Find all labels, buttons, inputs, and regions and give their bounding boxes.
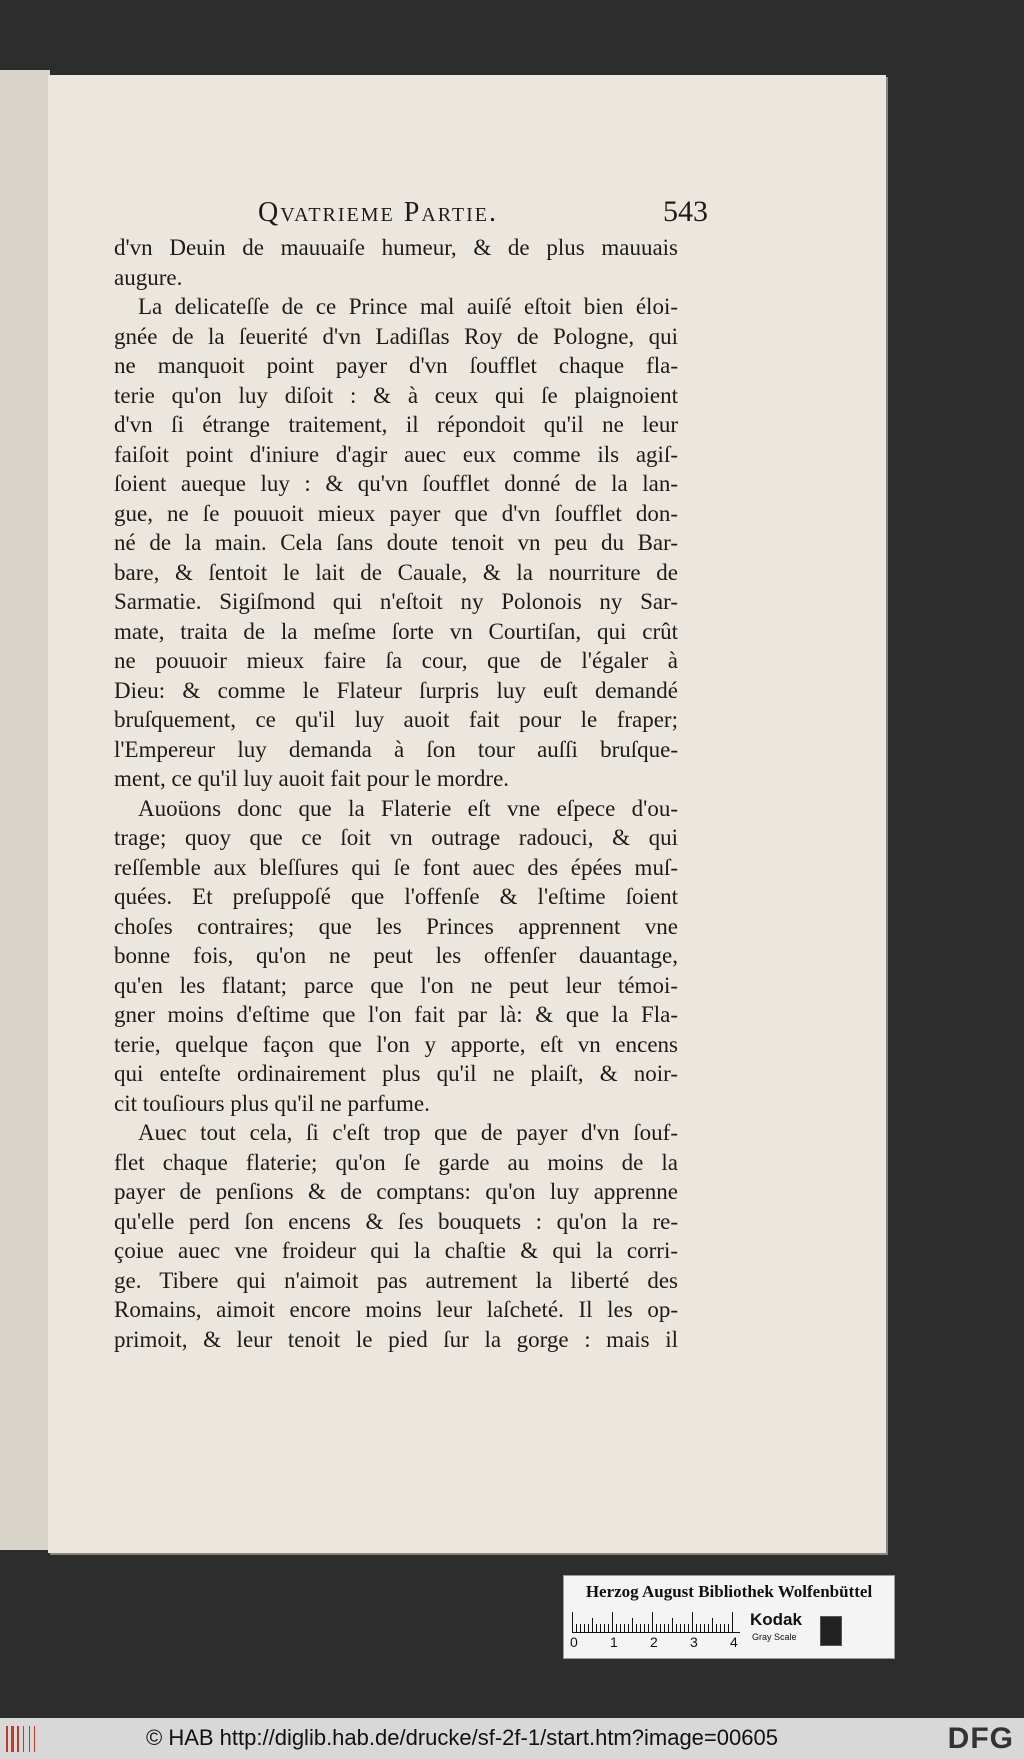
- ruler-label: 3: [690, 1634, 698, 1650]
- text-line: faiſoit point d'iniure d'agir auec eux comme ils agiſ-: [114, 441, 678, 467]
- color-calibration-card: [563, 1575, 895, 1659]
- text-line: l'Empereur luy demanda à ſon tour auſſi bruſque-: [114, 736, 678, 762]
- text-line: augure.: [114, 264, 183, 290]
- text-line: quées. Et preſuppoſé que l'offenſe & l'eſtime ſoient: [114, 884, 678, 909]
- ruler-tick: [604, 1624, 605, 1632]
- text-line: ne pouuoir mieux faire ſa cour, que de l'égaler à: [114, 648, 678, 673]
- ruler-tick: [612, 1612, 613, 1632]
- left-page-edge: [0, 70, 50, 1550]
- ruler-tick: [596, 1624, 597, 1632]
- text-line: qu'en les flatant; parce que l'on ne peut leur témoi-: [114, 972, 678, 998]
- text-line: qu'elle perd ſon encens & ſes bouquets : qu'on la re-: [114, 1208, 678, 1234]
- text-line: Dieu: & comme le Flateur ſurpris luy euſt demandé: [114, 677, 678, 703]
- ruler-tick: [676, 1624, 677, 1632]
- ruler-tick: [720, 1624, 721, 1632]
- text-line: gue, ne ſe pouuoit mieux payer que d'vn ſoufflet don-: [114, 500, 678, 526]
- ruler-labels: [570, 1634, 750, 1652]
- barcode-bar: [23, 1726, 24, 1752]
- page-header: [222, 195, 722, 235]
- ruler-tick: [648, 1624, 649, 1632]
- ruler-tick: [572, 1612, 573, 1632]
- text-line: terie qu'on luy diſoit : & à ceux qui ſe plaignoient: [114, 382, 678, 408]
- text-line: La delicateſſe de ce Prince mal auiſé eſtoit bien éloi-: [138, 294, 678, 319]
- gray-patch: [820, 1616, 842, 1646]
- barcode-bar: [6, 1726, 8, 1752]
- running-title: Qvatrieme Partie.: [258, 197, 498, 228]
- ruler-tick: [620, 1624, 621, 1632]
- ruler-tick: [576, 1624, 577, 1632]
- ruler-tick: [696, 1624, 697, 1632]
- text-line: Auoüons donc que la Flaterie eſt vne eſpece d'ou-: [138, 795, 678, 821]
- ruler-tick: [592, 1618, 593, 1632]
- text-line: Romains, aimoit encore moins leur laſcheté. Il les op-: [114, 1297, 678, 1322]
- ruler-tick: [616, 1624, 617, 1632]
- institution-label: Herzog August Bibliothek Wolfenbüttel: [585, 1582, 873, 1601]
- text-line: çoiue auec vne froideur qui la chaſtie & qui la corri-: [114, 1238, 678, 1263]
- ruler-tick: [636, 1624, 637, 1632]
- ruler-tick: [628, 1624, 629, 1632]
- ruler-tick: [684, 1624, 685, 1632]
- ruler-tick: [652, 1612, 653, 1632]
- text-line: gnée de la ſeuerité d'vn Ladiſlas Roy de Pologne, qui: [114, 323, 678, 349]
- ruler-tick: [656, 1624, 657, 1632]
- ruler-tick: [672, 1618, 673, 1632]
- ruler-tick: [624, 1624, 625, 1632]
- text-line: ment, ce qu'il luy auoit fait pour le mordre.: [114, 766, 510, 791]
- text-line: mate, traita de la meſme ſorte vn Courtiſan, qui crût: [114, 618, 678, 644]
- barcode-bar: [29, 1726, 30, 1752]
- text-line: terie, quelque façon que l'on y apporte, eſt vn encens: [114, 1031, 678, 1057]
- ruler-tick: [660, 1624, 661, 1632]
- ruler-tick: [632, 1618, 633, 1632]
- kodak-gray-scale-label: Gray Scale: [752, 1632, 797, 1642]
- text-line: ne manquoit point payer d'vn ſoufflet chaque fla-: [114, 353, 678, 378]
- ruler-tick: [712, 1618, 713, 1632]
- barcode-bar: [34, 1726, 35, 1752]
- barcode-bar: [17, 1726, 19, 1752]
- ruler-label: 2: [650, 1634, 658, 1650]
- kodak-brand: Kodak: [750, 1610, 802, 1629]
- body-text: [114, 233, 678, 1354]
- text-line: primoit, & leur tenoit le pied ſur la gorge : mais il: [114, 1326, 678, 1352]
- page-number: 543: [663, 195, 708, 228]
- text-line: Auec tout cela, ſi c'eſt trop que de payer d'vn ſouf-: [138, 1120, 678, 1145]
- dfg-logo: DFG: [947, 1722, 1014, 1755]
- text-line: cit touſiours plus qu'il ne parfume.: [114, 1090, 430, 1116]
- ruler-tick: [732, 1612, 733, 1632]
- ruler-tick: [708, 1624, 709, 1632]
- footer-bar: [0, 1718, 1024, 1759]
- text-line: flet chaque flaterie; qu'on ſe garde au moins de la: [114, 1149, 678, 1175]
- text-line: ge. Tibere qui n'aimoit pas autrement la liberté des: [114, 1267, 678, 1293]
- text-line: trage; quoy que ce ſoit vn outrage radouci, & qui: [114, 825, 678, 850]
- text-line: bare, & ſentoit le lait de Cauale, & la nourriture de: [114, 559, 678, 585]
- ruler-label: 1: [610, 1634, 618, 1650]
- book-page: [48, 75, 886, 1553]
- text-line: d'vn ſi étrange traitement, il répondoit qu'il ne leur: [114, 412, 678, 437]
- ruler-tick: [644, 1624, 645, 1632]
- barcode-icon: [6, 1726, 42, 1752]
- ruler-tick: [724, 1624, 725, 1632]
- text-line: choſes contraires; que les Princes apprennent vne: [114, 913, 678, 939]
- ruler-tick: [700, 1624, 701, 1632]
- text-line: Sarmatie. Sigiſmond qui n'eſtoit ny Polonois ny Sar-: [114, 589, 678, 614]
- ruler-tick: [704, 1624, 705, 1632]
- text-line: né de la main. Cela ſans doute tenoit vn peu du Bar-: [114, 530, 678, 555]
- text-line: ſoient aueque luy : & qu'vn ſoufflet donné de la lan-: [114, 471, 678, 496]
- text-line: qui enteſte ordinairement plus qu'il ne plaiſt, & noir-: [114, 1061, 678, 1086]
- footer-copyright-url[interactable]: © HAB http://diglib.hab.de/drucke/sf-2f-1/start.htm?image=00605: [146, 1725, 778, 1750]
- ruler-tick: [692, 1612, 693, 1632]
- text-line: payer de penſions & de comptans: qu'on luy apprenne: [114, 1179, 678, 1204]
- ruler-tick: [668, 1624, 669, 1632]
- ruler-tick: [584, 1624, 585, 1632]
- ruler-tick: [680, 1624, 681, 1632]
- ruler-tick: [580, 1624, 581, 1632]
- text-line: bonne fois, qu'on ne peut les offenſer dauantage,: [114, 943, 678, 968]
- ruler-tick: [728, 1624, 729, 1632]
- text-line: bruſquement, ce qu'il luy auoit fait pour le fraper;: [114, 707, 678, 732]
- ruler-tick: [588, 1624, 589, 1632]
- text-line: gner moins d'eſtime que l'on fait par là: & que la Fla-: [114, 1002, 678, 1027]
- ruler-tick: [688, 1624, 689, 1632]
- ruler-tick: [608, 1624, 609, 1632]
- text-line: reſſemble aux bleſſures qui ſe font auec des épées muſ-: [114, 854, 678, 880]
- ruler-tick: [716, 1624, 717, 1632]
- ruler-label: 0: [570, 1634, 578, 1650]
- barcode-bar: [11, 1726, 14, 1752]
- ruler-tick: [664, 1624, 665, 1632]
- text-line: d'vn Deuin de mauuaiſe humeur, & de plus mauuais: [114, 235, 678, 260]
- ruler-tick: [600, 1624, 601, 1632]
- ruler-label: 4: [730, 1634, 738, 1650]
- ruler-tick: [640, 1624, 641, 1632]
- scale-ruler: [572, 1610, 740, 1633]
